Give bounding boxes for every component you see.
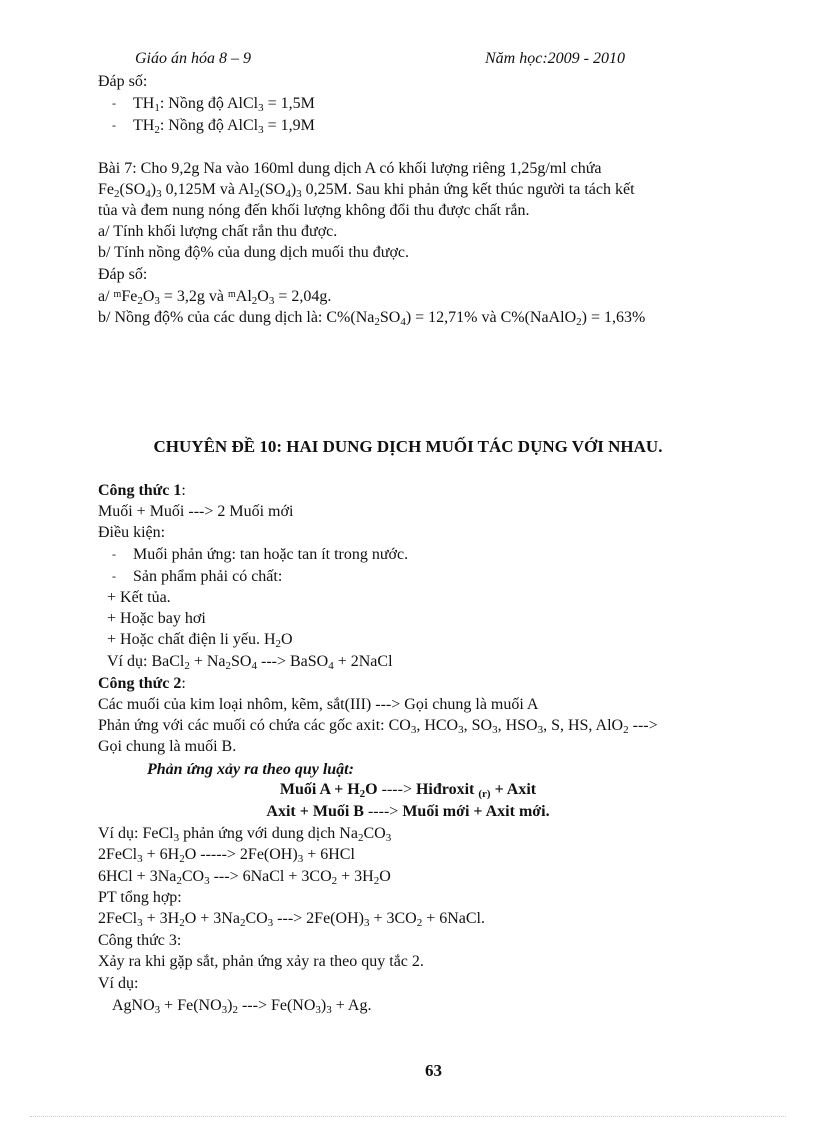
product-3: + Hoặc chất điện li yếu. $H_2O$ (107, 631, 293, 650)
equation-2: $6HCl + 3Na_2CO_3$ ---> 6NaCl + $3CO_2 + 3H_2O$ (98, 868, 391, 887)
rule-1: Muối $A + H_2O$ ----> Hiđroxit $_{(r)}$ + Axit (279, 781, 537, 800)
condition-1: Muối phản ứng: tan hoặc tan ít trong nước. (133, 546, 409, 563)
condition-2: Sản phẩm phải có chất: (133, 568, 283, 585)
page-number: 63 (425, 1061, 442, 1080)
product-1: + Kết tủa. (107, 589, 171, 606)
question-a: a/ Tính khối lượng chất rắn thu được. (98, 223, 338, 240)
rule-heading: Phản ứng xảy ra theo quy luật: (147, 761, 354, 778)
answer-b: b/ Nồng độ% của các dung dịch là: $C\%(Na_2SO_4) = 12,71\%$ và C%(NaAlO$_2$) = 1,63% (98, 309, 646, 328)
product-2: + Hoặc bay hơi (107, 610, 206, 627)
bullet: - (112, 569, 116, 583)
footer-rule (30, 1116, 786, 1117)
conditions-label: Điều kiện: (98, 524, 166, 541)
combined-label: PT tổng hợp: (98, 889, 182, 906)
example-2: Ví dụ: FeCl$_3$ phản ứng với dung dịch $Na_2CO_3$ (98, 825, 392, 844)
rule-2: Axit + Muối B ----> Muối mới + Axit mới. (266, 803, 550, 820)
header-right: Năm học:2009 - 2010 (485, 50, 625, 67)
formula-2-line: Phản ứng với các muối có chứa các gốc axit: $CO_3$, $HCO_3$, $SO_3$, $HSO_3$, S, HS, AlO$_2$ ---> (98, 717, 658, 736)
formula-3-heading: Công thức 3: (98, 932, 182, 949)
section-title: CHUYÊN ĐỀ 10: HAI DUNG DỊCH MUỐI TÁC DỤNG VỚI NHAU. (153, 437, 663, 456)
formula-1: Muối + Muối ---> 2 Muối mới (98, 503, 294, 520)
formula-3-line: Xảy ra khi gặp sắt, phản ứng xảy ra theo quy tắc 2. (98, 953, 424, 970)
answer-a: a/ $^mFe_2O_3 = 3,2g$ và $^mAl_2O_3 = 2,04g$. (98, 288, 332, 307)
formula-2-line: Các muối của kim loại nhôm, kẽm, sắt(III) ---> Gọi chung là muối A (98, 696, 539, 713)
case-1: $TH_1$: Nồng độ AlCl$_3$ = 1,5M (133, 95, 315, 114)
case-2: $TH_2$: Nồng độ AlCl$_3$ = 1,9M (133, 117, 315, 136)
formula-1-heading: Công thức 1: (98, 482, 186, 499)
bullet: - (112, 118, 116, 132)
exercise-line: Bài 7: Cho 9,2g Na vào 160ml dung dịch A có khối lượng riêng 1,25g/ml chứa (98, 160, 602, 177)
bullet: - (112, 547, 116, 561)
header-left: Giáo án hóa 8 – 9 (135, 50, 251, 67)
question-b: b/ Tính nồng độ% của dung dịch muối thu được. (98, 244, 410, 261)
answer-label: Đáp số: (98, 266, 148, 283)
equation-3: 2FeCl$_3$ + $3H_2O + 3Na_2CO_3$ ---> $2Fe(OH)_3 + 3CO_2$ + 6NaCl. (98, 910, 485, 929)
equation-4: AgNO$_3$ + $Fe(NO_3)_2$ ---> $Fe(NO_3)_3 + Ag$. (112, 997, 372, 1016)
exercise-line: tủa và đem nung nóng đến khối lượng không đổi thu được chất rắn. (98, 202, 530, 219)
formula-2-line: Gọi chung là muối B. (98, 738, 237, 755)
formula-2-heading: Công thức 2: (98, 675, 186, 692)
bullet: - (112, 96, 116, 110)
example-3-label: Ví dụ: (98, 975, 139, 992)
equation-1: 2FeCl$_3$ + $6H_2O$ -----> $2Fe(OH)_3 + 6HCl$ (98, 846, 355, 865)
exercise-line: $Fe_2(SO_4)_3$ 0,125M và $Al_2(SO_4)_3$ 0,25M. Sau khi phản ứng kết thúc người ta tách kết (98, 181, 635, 200)
answer-label: Đáp số: (98, 73, 148, 90)
example-1: Ví dụ: BaCl$_2$ + $Na_2SO_4$ ---> BaSO$_4$ + 2NaCl (107, 653, 393, 672)
